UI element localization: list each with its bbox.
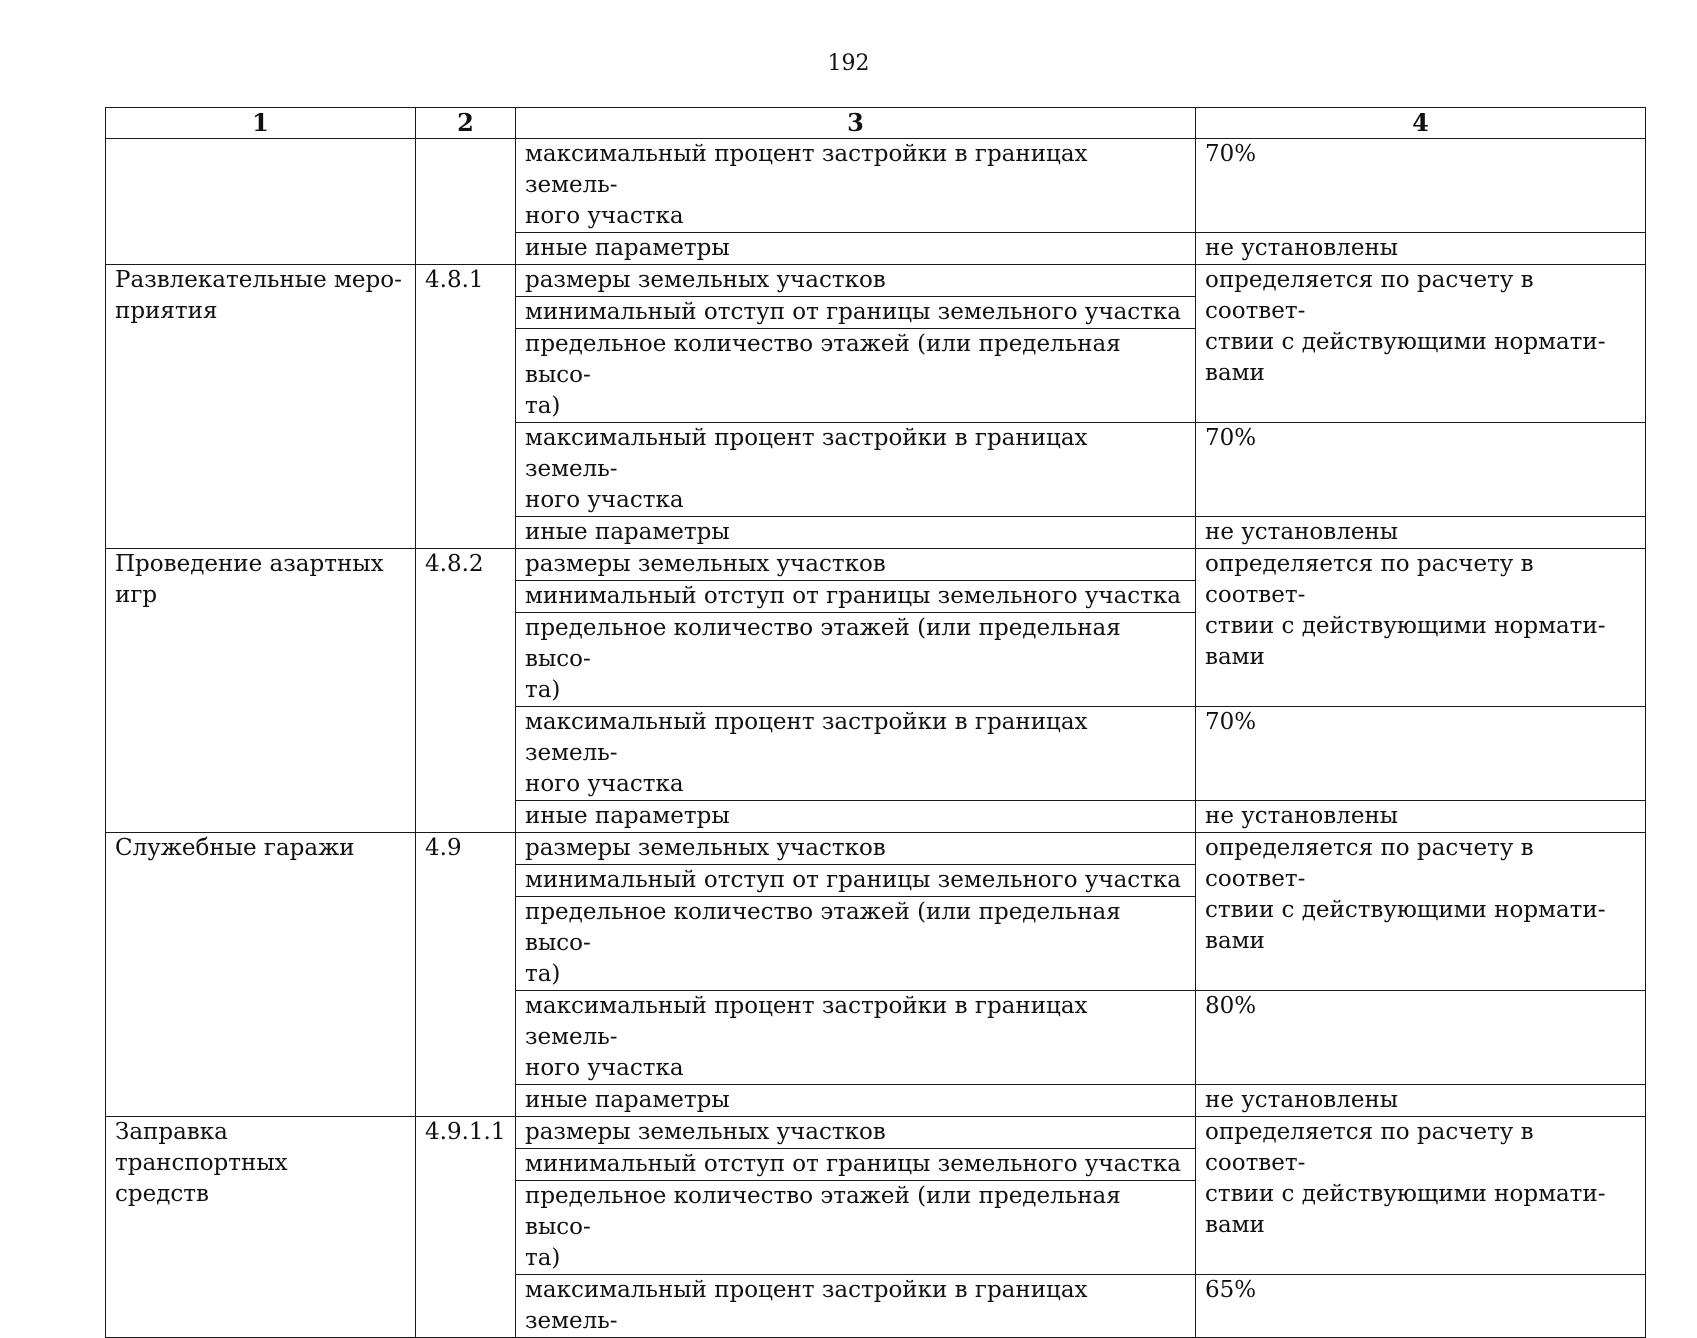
param-cell: минимальный отступ от границы земельного участка (516, 865, 1196, 897)
table-row (106, 833, 1646, 865)
use-code-cell: 4.9.1.1 (416, 1117, 516, 1338)
use-code-cell: 4.8.1 (416, 265, 516, 549)
param-cell: максимальный процент застройки в границах земель- ного участка (516, 139, 1196, 233)
param-cell: минимальный отступ от границы земельного участка (516, 297, 1196, 329)
value-cell: не установлены (1196, 1085, 1646, 1117)
param-cell: размеры земельных участков (516, 1117, 1196, 1149)
table-row (106, 139, 1646, 233)
value-cell: не установлены (1196, 801, 1646, 833)
param-cell: минимальный отступ от границы земельного участка (516, 581, 1196, 613)
value-cell: 70% (1196, 139, 1646, 233)
table-header-row (106, 108, 1646, 139)
use-name-cell: Проведение азартных игр (106, 549, 416, 833)
param-cell: предельное количество этажей (или предельная высо- та) (516, 1181, 1196, 1275)
param-cell: предельное количество этажей (или предельная высо- та) (516, 897, 1196, 991)
param-cell: предельное количество этажей (или предельная высо- та) (516, 613, 1196, 707)
param-cell: максимальный процент застройки в границах земель- ного участка (516, 707, 1196, 801)
column-header: 4 (1196, 108, 1646, 139)
value-cell: 70% (1196, 423, 1646, 517)
use-name-cell: Служебные гаражи (106, 833, 416, 1117)
value-cell: определяется по расчету в соответ- ствии с действующими нормати- вами (1196, 833, 1646, 991)
value-cell: не установлены (1196, 517, 1646, 549)
value-cell: 65% (1196, 1275, 1646, 1338)
value-cell: 80% (1196, 991, 1646, 1085)
use-name-cell: Развлекательные меро- приятия (106, 265, 416, 549)
page-number: 192 (827, 51, 870, 76)
param-cell: иные параметры (516, 801, 1196, 833)
use-name-cell (106, 139, 416, 265)
parameters-table (105, 107, 1646, 1338)
use-name-cell: Заправка транспортных средств (106, 1117, 416, 1338)
value-cell: определяется по расчету в соответ- ствии с действующими нормати- вами (1196, 265, 1646, 423)
value-cell: определяется по расчету в соответ- ствии с действующими нормати- вами (1196, 1117, 1646, 1275)
value-cell: определяется по расчету в соответ- ствии с действующими нормати- вами (1196, 549, 1646, 707)
table-row (106, 549, 1646, 581)
param-cell: размеры земельных участков (516, 549, 1196, 581)
column-header: 2 (416, 108, 516, 139)
use-code-cell: 4.8.2 (416, 549, 516, 833)
use-code-cell: 4.9 (416, 833, 516, 1117)
column-header: 1 (106, 108, 416, 139)
table-row (106, 265, 1646, 297)
use-code-cell (416, 139, 516, 265)
value-cell: 70% (1196, 707, 1646, 801)
param-cell: иные параметры (516, 233, 1196, 265)
param-cell: иные параметры (516, 1085, 1196, 1117)
param-cell: иные параметры (516, 517, 1196, 549)
param-cell: минимальный отступ от границы земельного участка (516, 1149, 1196, 1181)
param-cell: размеры земельных участков (516, 833, 1196, 865)
param-cell: максимальный процент застройки в границах земель- (516, 1275, 1196, 1338)
param-cell: максимальный процент застройки в границах земель- ного участка (516, 991, 1196, 1085)
param-cell: максимальный процент застройки в границах земель- ного участка (516, 423, 1196, 517)
param-cell: размеры земельных участков (516, 265, 1196, 297)
param-cell: предельное количество этажей (или предельная высо- та) (516, 329, 1196, 423)
table-row (106, 1117, 1646, 1149)
value-cell: не установлены (1196, 233, 1646, 265)
column-header: 3 (516, 108, 1196, 139)
